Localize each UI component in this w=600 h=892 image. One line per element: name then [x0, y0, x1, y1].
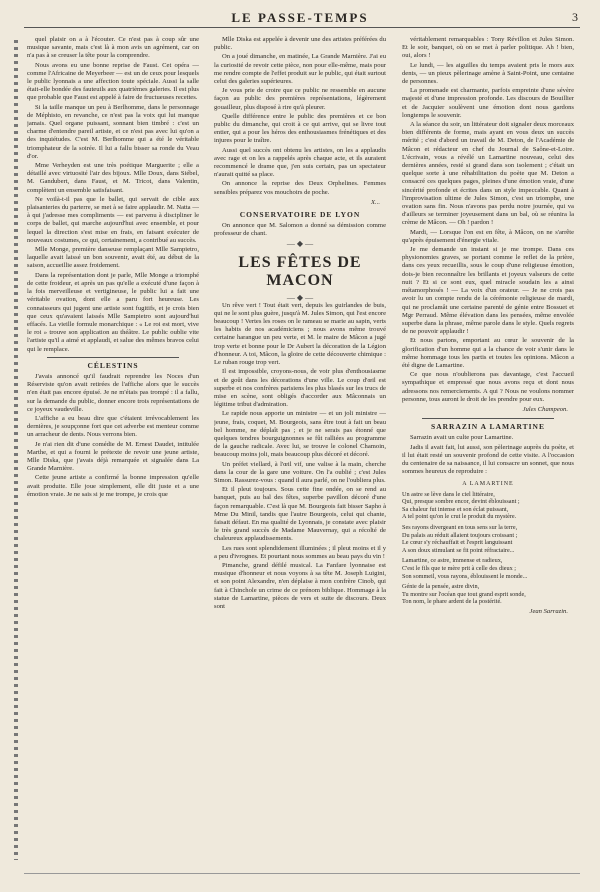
paragraph: Et il pleut toujours. Sous cette fine ondée, on se rend au banquet, puis au bal des fêtes, superbe pavillon décoré d'une façon remarquable. C'est là que M. Bourgeois fait bisser Sapho à Mme Du Minil, tandis que l'autre Bourgeois, celui qui chante, faisait défaut. En ma qualité de Lyonnais, je constate avec plaisir le très grand succès de Madame Mauvernay, qui a récolté de chaleureux applaudissements.: [214, 486, 386, 543]
paragraph: Mme Verheyden est une très poétique Marguerite ; elle a détaillé avec virtuosité l'air des bijoux. Mlle Doux, dans Siébel, M. Gandubert, dans Faust, et M. Tricot, dans Valentin, complètent un ensemble satisfaisant.: [27, 162, 199, 194]
column-3: [402, 36, 574, 866]
paragraph: L'affiche a eu beau dire que c'étaient irrévocablement les dernières, je soupçonne fort que cet adverbe est menteur comme un arracheur de dents. Nous verrons bien.: [27, 414, 199, 439]
column-1: [27, 36, 199, 866]
page-header: [0, 0, 600, 34]
page-number: 3: [572, 10, 578, 24]
paragraph: véritablement remarquables : Tony Révillon et Jules Simon. Et le soir, banquet, où on se met à parler politique. Ah ! bien, oui, alors !: [402, 36, 574, 60]
section-title-sarrazin: SARRAZIN A LAMARTINE: [431, 422, 545, 432]
poem-line: Sa chaleur fut intense et son éclat puissant,: [402, 505, 509, 513]
page-header-title: LE PASSE-TEMPS: [231, 10, 369, 25]
paragraph: Le lundi, — les aiguilles du temps avaient pris le mors aux dents, — un pieux pèlerinage amène à Saint-Point, une centaine de personnes.: [402, 61, 574, 86]
paragraph: Le rapide nous apporte un ministre — et un joli ministre — jeune, frais, coquet, M. Bourgeois, sans être tout à fait un beau bel homme, ne déplaît pas ; et je ne serais pas étonné que quelques tendres bourguignonnes se fût ralliées au programme de la gauche radicale. Avec lui, se trouve le colonel Chamoin, beaucoup moins joli, mais beaucoup plus décoré et décoré.: [214, 410, 386, 459]
poem-line: A tel point qu'on le crut le produit du mystère.: [402, 513, 517, 521]
binding-edge: [14, 40, 18, 860]
paragraph: quel plaisir on a à l'écouter. Ce n'est pas à coup sûr une musique savante, mais c'est là à mon avis un agrément, car on n'a pas à se creuser la tête pour la comprendre.: [27, 36, 199, 60]
column-2: [214, 36, 386, 866]
paragraph: On a joué dimanche, en matinée, La Grande Marnière. J'ai eu la curiosité de revoir cette pièce, non pour elle-même, mais pour me rendre compte de l'effet produit sur le public, qui était surtout celui des galeries supérieures.: [214, 53, 386, 86]
paragraph: Je n'ai rien dit d'une comédie de M. Ernest Daudet, intitulée Marthe, et qui a fourni le prétexte de revoir une jeune artiste, Mlle Diska, que j'avais déjà remarquée et signalée dans La Grande Marnière.: [27, 440, 199, 473]
ornament-divider: — ◆ —: [286, 292, 314, 302]
poem-line: Son sommeil, vous rayons, éblouissent le monde...: [402, 572, 528, 580]
poem-line: Qui, presque sombre encor, devint éblouissant ;: [402, 498, 520, 506]
paragraph: Ce que nous n'oublierons pas davantage, c'est l'accueil sympathique et empressé que nous avons reçu et dont nous adressons nos remerciements. A qui ? Nous ne voulons nommer personne, tous auront le droit de les prendre pour eux.: [402, 371, 574, 403]
poem: [402, 480, 574, 616]
signature-x: X...: [371, 198, 380, 206]
paragraph: Il est impossible, croyons-nous, de voir plus d'enthousiasme et de goût dans les décorations d'une ville. Le coup d'œil est superbe et nos confrères parisiens les plus blasés sur les trucs de mise en scène, sont obligés d'accorder aux Mâconnais un légitime tribut d'admiration.: [214, 368, 386, 409]
poem-title: A LAMARTINE: [462, 481, 514, 488]
paragraph: Pimanche, grand défilé musical. La Fanfare lyonnaise est musique d'honneur et nous voyons à sa tête M. Joseph Luigini, et son point Alexandre, n'en déplaise à mon confrère Cinob, qui fait à Chinchole un crime de ce prénom biblique. Hommage à la statue de Lamartine, pièces de vers et suite de discours. Deux sont: [214, 561, 386, 610]
poem-line: Ton nom, le phare ardent de la postérité.: [402, 598, 502, 606]
paragraph: Sarrazin avait un culte pour Lamartine.: [410, 434, 514, 442]
paragraph: On annonce la reprise des Deux Orphelines. Femmes sensibles préparez vos mouchoirs de poche.: [214, 180, 386, 196]
paragraph: Aussi quel succès ont obtenu les artistes, on les a applaudis avec rage et on les a rappelés après chaque acte, et ils auraient recommencé le drame que, j'en suis certain, pas un spectateur n'aurait quitté sa place.: [214, 146, 386, 179]
poem-line: Lamartine, ce astre, immense et radieux,: [402, 557, 503, 565]
paragraph: Et nous partons, emportant au cœur le souvenir de la glorification d'un homme qui a la chance de voir s'unir dans le même hommage tous les partis et toutes les opinions. Mâcon a été digne de Lamartine.: [402, 337, 574, 369]
section-title-conservatoire: CONSERVATOIRE DE LYON: [239, 210, 361, 220]
poem-line: Du palais au réduit allaient toujours croissant ;: [402, 531, 518, 539]
paragraph: Mlle Monge, première danseuse remplaçant Mlle Sampietro, laquelle avait laissé un bon souvenir, avait été, au début de la saison, accueillie assez froidement.: [27, 246, 199, 270]
paragraph: J'avais annoncé qu'il faudrait reprendre les Noces d'un Réserviste qu'on avait retirées de l'affiche alors que le succès n'en était pas encore épuisé. Je ne m'étais pas trompé : il a fallu, sur la demande du public, donner encore trois représentations de ce joyeux vaudeville.: [27, 372, 199, 413]
poem-line: C'est le fils que te mère prit à celle des dieux ;: [402, 564, 516, 572]
poem-line: Génie de la pensée, astre divin,: [402, 583, 480, 591]
paragraph: Mlle Diska est appelée à devenir une des artistes préférées du public.: [214, 36, 386, 52]
signature-champeon: Jules Champeon.: [522, 405, 568, 413]
article-title-fetes: LES FÊTES DE MACON: [238, 253, 362, 289]
poem-line: Tu montre sur l'océan que tout grand esprit sonde,: [402, 590, 526, 598]
section-divider: [422, 418, 554, 419]
poem-signature: Jean Sarrazin.: [529, 607, 568, 615]
paragraph: Ne voilà-t-il pas que le ballet, qui servait de cible aux plaisanteries du parterre, se met à se faire applaudir. M. Natta — à qui j'adresse mes compliments — est parvenu à discipliner le corps de ballet, qui marche aujourd'hui avec ensemble, et pour lequel la direction s'est mise en frais, en faisant exécuter de nouveaux costumes, ce qui, certainement, a contribué au succès.: [27, 195, 199, 244]
paragraph: Nous avons eu une bonne reprise de Faust. Cet opéra — comme l'Africaine de Meyerbeer — est un de ceux pour lesquels le public lyonnais a une affection toute spéciale. Aussi la salle était-elle bondée des fauteuils aux quatrièmes galeries. Il est plus que probable que Faust est appelé à faire de fructueuses recettes.: [27, 61, 199, 102]
ornament-divider: — ◆ —: [286, 238, 314, 248]
paragraph: Je me demande un instant si je me trompe. Dans ces physionomies graves, se portant comme le reflet de la prière, dans ces yeux recueillis, sous le coup d'une religieuse émotion, dois-je bien reconnaître les brillants et joyeux valseurs de cette nuit ? Et si ce sont eux, quel miracle soudain les a ainsi métamorphosés ! — La voix d'un orateur. — Je ne crois pas avoir lu un compte rendu de la cérémonie religieuse de mardi, qui ne proclamât une certaine parenté de génie entre Bossuet et Mgr Perraud. Même élévation dans les pensées, même envolée superbe dans la phrase, même parole dans le style. Quels regrets de ne pouvoir applaudir !: [402, 246, 574, 336]
section-divider: [47, 357, 179, 358]
paragraph: Cette jeune artiste a confirmé la bonne impression qu'elle avait produite. Elle joue simplement, elle dit juste et a une émotion vraie. Je ne sais si je me trompe, je crois que: [27, 474, 199, 498]
paragraph: Les rues sont splendidement illuminées ; il pleut moins et il y a peu d'ivrognes. Et pourtant nous sommes au beau pays du vin !: [214, 544, 386, 560]
paragraph: A la séance du soir, un littérateur doit signaler deux morceaux bien différents de forme, mais ayant en vous deux un succès mérité ; c'est d'abord un travail de M. Deton, de l'Académie de Mâcon et rédacteur en chef du Journal de Saône-et-Loire. L'écrivain, vous a révélé un Lamartine nouveau, celui des dernières années, resté si grand dans son isolement ; c'était un quelque sorte à une réhabilitation du poète que M. Deton a consacré ces quelques pages, pleines d'une émotion vraie, d'une sincérité profonde et écrites dans un style impeccable. Quant à l'improvisation ultime de Jules Simon, c'est un triomphe, une ovation sans fin. Nous n'avons pas perdu notre journée, qui va d'ailleurs se terminer joyeusement dans un bal, où se réunira la crème de Mâcon. — Oh ! pardon !: [402, 121, 574, 227]
paragraph: Un rêve vert ! Tout était vert, depuis les guirlandes de buis, qui ne le sont plus guère, jusqu'à M. Jules Simon, qui l'est encore beaucoup ! Vertes les roses on le rameau se marie au sapin, verts les habits de nos académiciens ; nous avons même trouvé certaine harangue un peu verte, et M. le maire de Mâcon a jugé trop verte et bonne pour le Dr Aubert la décoration de la Légion d'honneur. A toi, Mâcon, la gloire de cette découverte chimique : Le ruban rouge trop vert.: [214, 301, 386, 367]
poem-line: Le cœur s'y réchauffait et l'esprit languissant: [402, 539, 513, 547]
paragraph: Quelle différence entre le public des premières et ce bon public du dimanche, qui croit à ce qui arrive, qui se livre tout entier, qui a pour les héros des enthousiasmes frénétiques et des injures pour le traître.: [214, 112, 386, 145]
poem-line: Ses rayons divergeant en tous sens sur la terre,: [402, 523, 518, 531]
poem-line: Un astre se lève dans le ciel littéraire,: [402, 490, 495, 498]
header-rule: [24, 27, 580, 28]
paragraph: Jadis il avait fait, lui aussi, son pèlerinage auprès du poète, et il lui était resté un souvenir profond de cette visite. A l'occasion du centenaire de sa naissance, il lui consacre un sonnet, que nous sommes heureux de reproduire :: [402, 443, 574, 476]
conservatoire-paragraph: On annonce que M. Salomon a donné sa démission comme professeur de chant.: [214, 222, 386, 238]
section-title-celestins: CÉLESTINS: [87, 360, 139, 370]
paragraph: Mardi, — Lorsque l'on est en fête, à Mâcon, on ne s'arrête qu'après épuisement d'énergie vitale.: [402, 228, 574, 244]
paragraph: Un préfet viellard, à l'œil vif, une valise à la main, cherche dans la cour de la gare une voiture. On l'a oublié ; c'est Jules Simon. Rassurez-vous : quand il aura parlé, on ne l'oubliera plus.: [214, 460, 386, 484]
footer-rule: [24, 873, 580, 874]
paragraph: Si la taille manque un peu à Berlhomme, dans le personnage de Méphisto, en revanche, ce n'est pas la voix qui lui manque jamais. Quel organe puissant, sonnant bien timbré : c'est un charme d'entendre pareil artiste, et ce n'est pas avec lui qu'on a des inquiétudes. C'est M. Berlhomme qui a été le véritable triomphateur de la soirée. Il lui a fallu bisser sa ronde du Veau d'or.: [27, 103, 199, 160]
poem-line: A son doux stimulant se fit point réfractaire...: [402, 546, 515, 554]
paragraph: Dans la représentation dont je parle, Mlle Monge a triomphé de cette froideur, et après un pas qu'elle a exécuté d'une façon à la fois merveilleuse et vertigineuse, le public lui a fait une véritable ovation, dont elle a paru fort heureuse. Les connaisseurs qui jugent une artiste sont fugitifs, et je crois bien que ceux qu'avaient laissés Mlle Sampietro sont aujourd'hui effacés. La vieille formule monarchique : « Le roi est mort, vive le roi » trouve son application au théâtre. Le public oublie vite l'artiste qu'il a aimé et applaudi, et salue des mêmes bravos celui qui le remplace.: [27, 271, 199, 353]
paragraph: La promenade est charmante, parfois empreinte d'une sévère majesté et d'une impression profonde. Les discours de Bouillier et de Jacquier soulèvent une émotion dont nous gardons longtemps le souvenir.: [402, 87, 574, 119]
paragraph: Je vous prie de croire que ce public ne ressemble en aucune façon au public des premières représentations, légèrement gouailleur, plus disposé à rire qu'à pleurer.: [214, 87, 386, 111]
